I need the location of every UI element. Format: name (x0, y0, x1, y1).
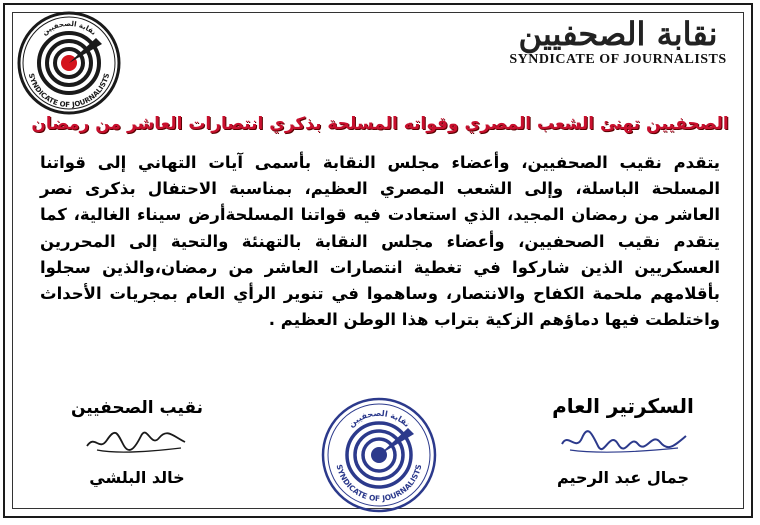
signature-block-chairman (62, 398, 212, 487)
body-paragraph: يتقدم نقيب الصحفيين، وأعضاء مجلس النقابة بأسمى آيات التهاني إلى قواتنا المسلحة الباسلة، وإلى الشعب المصري العظيم، بمناسبة الاحتفال بذكرى نصر العاشر من رمضان المجيد، الذي استعادت فيه قواتنا المسلحةأرض سيناء الغالية، كما يتقدم نقيب الصحفيين، وأعضاء مجلس النقابة بالتهنئة والتحية إلى المحررين العسكريين الذين شاركوا في تغطية انتصارات العاشر من رمضان،والذين سجلوا بأقلامهم ملحمة الكفاح والانتصار، وساهموا في تنوير الرأي العام بمجريات الأحداث واختلطت فيها دماؤهم الزكية بتراب هذا الوطن العظيم . (40, 153, 720, 330)
brand-arabic: نقابة الصحفيين (518, 15, 718, 53)
handwritten-signature (548, 422, 698, 458)
brand-block (498, 14, 738, 68)
signature-title: السكرتير العام (552, 394, 694, 418)
signature-name: جمال عبد الرحيم (556, 468, 690, 487)
signature-title: نقيب الصحفيين (70, 398, 204, 418)
handwritten-signature (77, 422, 197, 458)
svg-text:نقابة الصحفيين (347, 409, 412, 429)
stamp-english-text: SYNDICATE OF JOURNALISTS (334, 463, 424, 504)
brand-english: SYNDICATE OF JOURNALISTS (509, 52, 727, 67)
official-stamp (318, 394, 440, 516)
syndicate-logo (14, 8, 124, 118)
signature-block-secretary (538, 394, 708, 487)
headline: الصحفيين تهنئ الشعب المصري وقواته المسلحة بذكري انتصارات العاشر من رمضان (31, 114, 729, 134)
stamp-arabic-text: نقابة الصحفيين (346, 408, 412, 429)
logo-arabic-text: نقابة الصحفيين (40, 19, 98, 37)
logo-english-text: SYNDICATE OF JOURNALISTS (26, 72, 112, 110)
signature-name: خالد البلشي (89, 468, 185, 487)
